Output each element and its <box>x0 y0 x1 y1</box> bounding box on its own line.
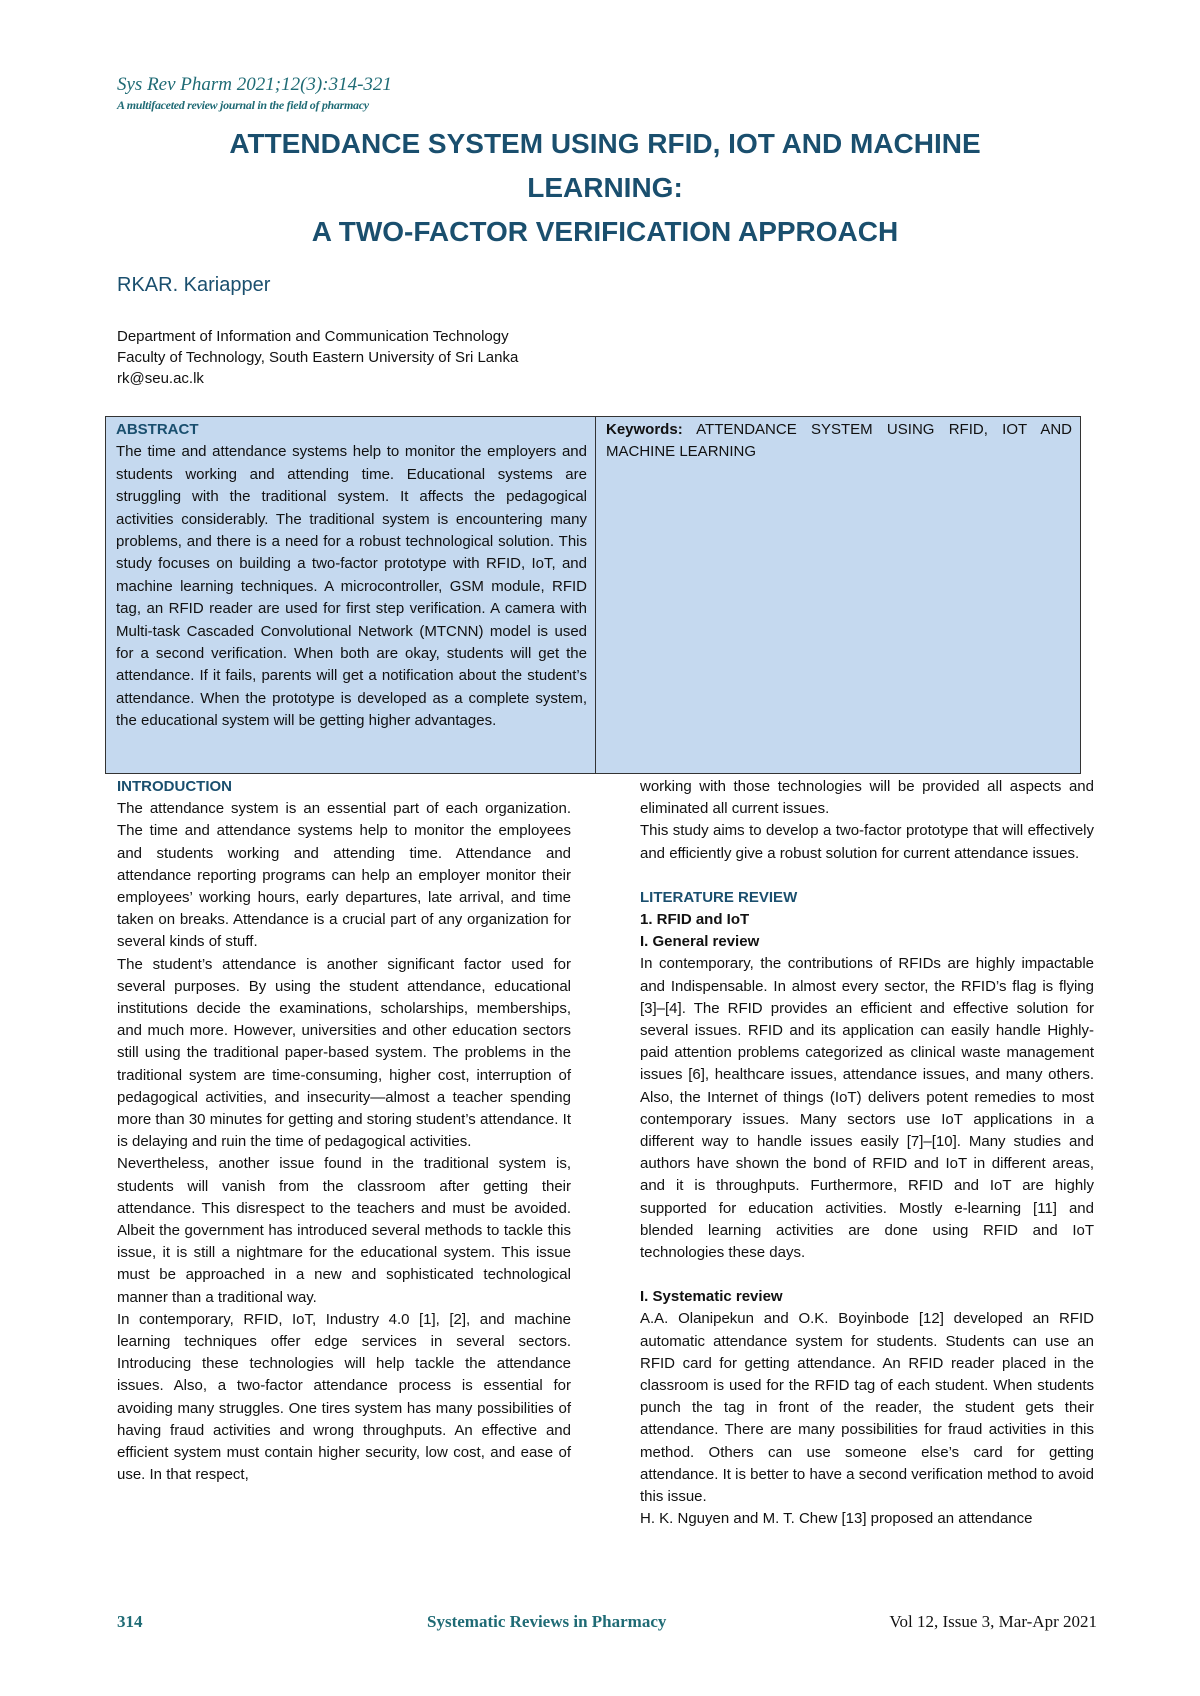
left-column <box>117 776 571 1487</box>
title-line-3: A TWO-FACTOR VERIFICATION APPROACH <box>311 216 899 247</box>
journal-tagline: A multifaceted review journal in the field of pharmacy <box>117 98 369 112</box>
footer-volume: Vol 12, Issue 3, Mar-Apr 2021 <box>889 1612 1097 1631</box>
intro-paragraph-3: Nevertheless, another issue found in the traditional system is, students will vanish from the classroom after getting their attendance. This disrespect to the teachers and must be avoided. Albeit the government has introduced several methods to tackle this issue, it is still a nightmare for the educational system. This issue must be approached in a new and sophisticated technological manner than a traditional way. <box>117 1155 571 1306</box>
page-number: 314 <box>117 1612 143 1631</box>
general-review-paragraph: In contemporary, the contributions of RFIDs are highly impactable and Indispensable. In almost every sector, the RFID’s flag is flying [3]–[4]. The RFID provides an efficient and effective solution for several issues. RFID and its application can easily handle Highly-paid attention problems categorized as clinical waste management issues [6], healthcare issues, attendance issues, and many others. Also, the Internet of things (IoT) delivers potent remedies to most contemporary issues. Many sectors use IoT applications in a different way to handle issues easily [7]–[10]. Many studies and authors have shown the bond of RFID and IoT in different areas, and it is throughputs. Furthermore, RFID and IoT are highly supported for education activities. Mostly e-learning [11] and blended learning activities are done using RFID and IoT technologies these days. <box>640 955 1094 1262</box>
literature-review-heading: LITERATURE REVIEW <box>640 888 798 906</box>
title-line-2: LEARNING: <box>527 172 683 203</box>
keywords-cell <box>596 417 1080 773</box>
journal-citation: Sys Rev Pharm 2021;12(3):314-321 <box>117 74 392 95</box>
abstract-heading: ABSTRACT <box>116 421 199 438</box>
spacer <box>640 865 1094 887</box>
abstract-cell <box>106 417 596 773</box>
footer-journal: Systematic Reviews in Pharmacy <box>427 1612 667 1631</box>
paper-title <box>110 122 1100 254</box>
keywords-label: Keywords: <box>606 421 683 438</box>
affiliation <box>117 326 518 389</box>
introduction-heading: INTRODUCTION <box>117 778 232 795</box>
systematic-review-paragraph-1: A.A. Olanipekun and O.K. Boyinbode [12] developed an RFID automatic attendance system for students. Students can use an RFID card for getting attendance. An RFID reader placed in the classroom is used for the RFID tag of each student. When students punch the tag in front of the reader, the student gets their attendance. There are many possibilities for fraud activities in this method. Others can use someone else’s card for getting attendance. It is better to have a second verification method to avoid this issue. <box>640 1310 1094 1506</box>
title-line-1: ATTENDANCE SYSTEM USING RFID, IOT AND MACHINE <box>229 128 981 159</box>
intro-paragraph-1: The attendance system is an essential part of each organization. The time and attendance systems help to monitor the employees and students working and attending time. Attendance and attendance reporting programs can help an employer monitor their employees’ working hours, early departures, late arrival, and time taken on breaks. Attendance is a crucial part of any organization for several kinds of stuff. <box>117 800 571 951</box>
subsection-rfid-iot: 1. RFID and IoT <box>640 911 750 929</box>
abstract-text: The time and attendance systems help to monitor the employers and students working and attending time. Educational systems are struggling with the traditional system. It affects the pedagogical activities considerably. The traditional system is encountering many problems, and there is a need for a robust technological solution. This study focuses on building a two-factor prototype with RFID, IoT, and machine learning techniques. A microcontroller, GSM module, RFID tag, an RFID reader are used for first step verification. A camera with Multi-task Cascaded Convolutional Network (MTCNN) model is used for a second verification. When both are okay, students will get the attendance. If it fails, parents will get a notification about the student’s attendance. When the prototype is developed as a complete system, the educational system will be getting higher advantages. <box>116 443 587 730</box>
author-name: RKAR. Kariapper <box>117 274 271 296</box>
systematic-review-paragraph-2: H. K. Nguyen and M. T. Chew [13] proposed an attendance <box>640 1510 1033 1528</box>
affiliation-dept: Department of Information and Communication Technology <box>117 328 509 345</box>
author-email[interactable]: rk@seu.ac.lk <box>117 370 204 387</box>
intro-paragraph-5: working with those technologies will be provided all aspects and eliminated all current issues. <box>640 778 1094 818</box>
intro-paragraph-2: The student’s attendance is another significant factor used for several purposes. By using the student attendance, educational institutions decide the examinations, scholarships, memberships, and much more. However, universities and other education sectors still using the traditional paper-based system. The problems in the traditional system are time-consuming, higher cost, interruption of pedagogical activities, and insecurity—almost a teacher spending more than 30 minutes for getting and storing student’s attendance. It is delaying and ruin the time of pedagogical activities. <box>117 955 571 1151</box>
keywords-text: ATTENDANCE SYSTEM USING RFID, IOT AND MACHINE LEARNING <box>606 421 1072 461</box>
abstract-box <box>105 416 1081 774</box>
subsection-general-review: I. General review <box>640 933 760 951</box>
spacer <box>640 1264 1094 1286</box>
intro-paragraph-6: This study aims to develop a two-factor prototype that will effectively and efficiently give a robust solution for current attendance issues. <box>640 822 1094 862</box>
intro-paragraph-4: In contemporary, RFID, IoT, Industry 4.0 [1], [2], and machine learning techniques offer edge services in several sectors. Introducing these technologies will help tackle the attendance issues. Also, a two-factor attendance process is essential for avoiding many struggles. One tires system has many possibilities of having fraud activities and wrong throughputs. An effective and efficient system must contain higher security, low cost, and ease of use. In that respect, <box>117 1310 571 1484</box>
subsection-systematic-review: I. Systematic review <box>640 1288 783 1306</box>
right-column <box>640 776 1094 1531</box>
affiliation-faculty: Faculty of Technology, South Eastern University of Sri Lanka <box>117 349 519 366</box>
